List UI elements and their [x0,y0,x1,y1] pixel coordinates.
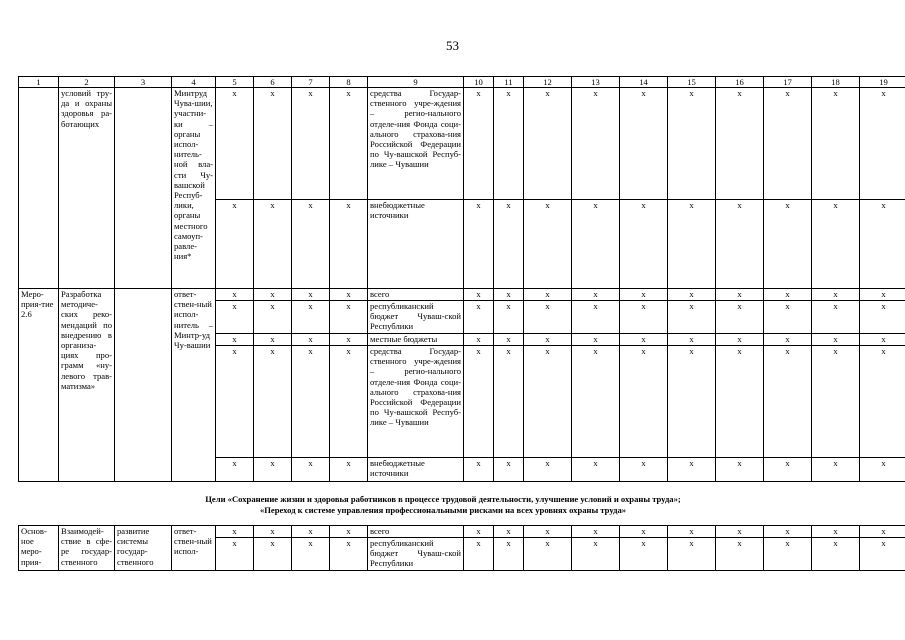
x-cell: x [292,526,330,538]
x-cell: x [330,289,368,301]
x-cell: x [764,526,812,538]
x-cell: x [464,301,494,334]
x-cell: x [764,346,812,458]
x-cell: x [330,346,368,458]
col-header: 9 [368,77,464,88]
col-header: 8 [330,77,368,88]
x-cell: x [524,301,572,334]
x-cell: x [620,538,668,571]
x-cell: x [494,538,524,571]
activity-name-cell: Разработка методиче-ских реко-мендаций по внедрению в организа-циях про-грамм «ну-левого трав-матизма» [59,289,115,482]
x-cell: x [216,289,254,301]
x-cell: x [860,301,905,334]
x-cell: x [524,526,572,538]
x-cell: x [330,526,368,538]
x-cell: x [494,458,524,482]
x-cell: x [764,289,812,301]
col-header: 4 [172,77,216,88]
x-cell: x [216,346,254,458]
x-cell: x [254,458,292,482]
x-cell: x [464,88,494,200]
x-cell: x [292,334,330,346]
x-cell: x [494,200,524,289]
x-cell: x [494,289,524,301]
x-cell: x [464,200,494,289]
x-cell: x [330,200,368,289]
col-header: 6 [254,77,292,88]
x-cell: x [620,346,668,458]
x-cell: x [494,526,524,538]
column-number-row [19,77,905,88]
x-cell: x [464,526,494,538]
x-cell: x [620,88,668,200]
x-cell: x [216,334,254,346]
activity-name-cell: условий тру-да и охраны здоровья ра-ботающих [59,88,115,289]
col-header: 10 [464,77,494,88]
x-cell: x [668,334,716,346]
x-cell: x [292,88,330,200]
x-cell: x [764,458,812,482]
x-cell: x [330,538,368,571]
x-cell: x [292,538,330,571]
x-cell: x [524,458,572,482]
x-cell: x [216,88,254,200]
x-cell: x [216,526,254,538]
table-row [19,289,905,301]
x-cell: x [254,200,292,289]
x-cell: x [764,334,812,346]
x-cell: x [860,334,905,346]
x-cell: x [464,346,494,458]
x-cell: x [292,301,330,334]
x-cell: x [254,289,292,301]
x-cell: x [572,301,620,334]
x-cell: x [668,289,716,301]
x-cell: x [860,538,905,571]
page-number: 53 [446,38,459,53]
x-cell: x [216,200,254,289]
x-cell: x [494,301,524,334]
x-cell: x [668,538,716,571]
funding-source-cell: всего [368,289,464,301]
x-cell: x [254,88,292,200]
funding-source-cell: республиканский бюджет Чуваш-ской Республики [368,301,464,334]
x-cell: x [572,346,620,458]
x-cell: x [764,538,812,571]
funding-source-cell: средства Государ-ственного учре-ждения – регио-нального отделе-ния Фонда соци-ального страхова-ния Российской Федерации по Чу-вашской Респуб-лике – Чувашии [368,88,464,200]
x-cell: x [812,334,860,346]
goal-heading-line1: Цели «Сохранение жизни и здоровья работников в процессе трудовой деятельности, улучшение условий и охраны труда»; [205,494,681,504]
executor-cell: ответ-ствен-ный испол-нитель – Минтр-уд Чу-вашии [172,289,216,482]
x-cell: x [524,538,572,571]
x-cell: x [668,301,716,334]
x-cell: x [572,334,620,346]
item-number-cell: Меро-прия-тие 2.6 [19,289,59,482]
x-cell: x [464,538,494,571]
x-cell: x [524,346,572,458]
x-cell: x [716,346,764,458]
x-cell: x [292,200,330,289]
x-cell: x [464,334,494,346]
x-cell: x [330,88,368,200]
x-cell: x [216,301,254,334]
x-cell: x [254,526,292,538]
x-cell: x [812,458,860,482]
col-header: 1 [19,77,59,88]
x-cell: x [572,458,620,482]
x-cell: x [572,289,620,301]
col-header: 7 [292,77,330,88]
x-cell: x [812,88,860,200]
x-cell: x [860,526,905,538]
x-cell: x [620,289,668,301]
col-header: 15 [668,77,716,88]
x-cell: x [668,88,716,200]
x-cell: x [716,200,764,289]
x-cell: x [494,346,524,458]
x-cell: x [464,289,494,301]
x-cell: x [668,200,716,289]
x-cell: x [524,88,572,200]
col-header: 3 [115,77,172,88]
table-row [19,88,905,200]
x-cell: x [812,200,860,289]
col-header: 13 [572,77,620,88]
x-cell: x [716,334,764,346]
x-cell: x [716,538,764,571]
x-cell: x [620,301,668,334]
col-header: 14 [620,77,668,88]
x-cell: x [668,526,716,538]
x-cell: x [330,301,368,334]
x-cell: x [572,538,620,571]
x-cell: x [860,346,905,458]
x-cell: x [572,88,620,200]
item-number-cell: Основ-ное меро-прия- [19,526,59,571]
x-cell: x [860,88,905,200]
col-header: 2 [59,77,115,88]
x-cell: x [716,289,764,301]
funding-source-cell: республиканский бюджет Чуваш-ской Республики [368,538,464,571]
x-cell: x [764,301,812,334]
x-cell: x [812,346,860,458]
x-cell: x [716,458,764,482]
funding-source-cell: местные бюджеты [368,334,464,346]
table-row [19,526,905,538]
x-cell: x [668,458,716,482]
program-table-continued [18,525,905,571]
x-cell: x [716,301,764,334]
x-cell: x [494,334,524,346]
funding-source-cell: всего [368,526,464,538]
x-cell: x [292,289,330,301]
x-cell: x [668,346,716,458]
funding-source-cell: внебюджетные источники [368,200,464,289]
x-cell: x [716,88,764,200]
funding-source-cell: внебюджетные источники [368,458,464,482]
x-cell: x [620,458,668,482]
x-cell: x [254,538,292,571]
x-cell: x [524,334,572,346]
x-cell: x [464,458,494,482]
x-cell: x [292,458,330,482]
x-cell: x [620,200,668,289]
col-header: 16 [716,77,764,88]
x-cell: x [254,301,292,334]
program-table [18,76,905,482]
x-cell: x [716,526,764,538]
col-header: 18 [812,77,860,88]
x-cell: x [330,334,368,346]
x-cell: x [860,458,905,482]
item-number-cell [19,88,59,289]
col-header: 17 [764,77,812,88]
x-cell: x [620,526,668,538]
x-cell: x [254,346,292,458]
x-cell: x [524,289,572,301]
x-cell: x [812,526,860,538]
x-cell: x [524,200,572,289]
x-cell: x [860,289,905,301]
x-cell: x [572,200,620,289]
funding-source-cell: средства Государ-ственного учре-ждения – регио-нального отделе-ния Фонда соци-ального страхова-ния Российской Федерации по Чу-вашской Респуб-лике – Чувашии [368,346,464,458]
goal-cell [115,289,172,482]
x-cell: x [330,458,368,482]
goal-heading-line2: «Переход к системе управления профессиональными рисками на всех уровнях охраны труда» [259,505,627,515]
x-cell: x [292,346,330,458]
x-cell: x [216,458,254,482]
executor-cell: ответ-ствен-ный испол- [172,526,216,571]
goal-cell [115,88,172,289]
goal-cell: развитие системы государ-ственного [115,526,172,571]
col-header: 11 [494,77,524,88]
x-cell: x [572,526,620,538]
x-cell: x [494,88,524,200]
executor-cell: Минтруд Чува-шии, участни-ки – органы испол-нитель-ной вла-сти Чу-вашской Респуб-лики, органы местного самоуп-равле-ния* [172,88,216,289]
activity-name-cell: Взаимодей-ствие в сфе-ре государ-ственного [59,526,115,571]
x-cell: x [764,200,812,289]
x-cell: x [216,538,254,571]
x-cell: x [812,301,860,334]
col-header: 19 [860,77,905,88]
x-cell: x [620,334,668,346]
x-cell: x [812,289,860,301]
x-cell: x [860,200,905,289]
x-cell: x [254,334,292,346]
col-header: 5 [216,77,254,88]
x-cell: x [764,88,812,200]
x-cell: x [812,538,860,571]
col-header: 12 [524,77,572,88]
